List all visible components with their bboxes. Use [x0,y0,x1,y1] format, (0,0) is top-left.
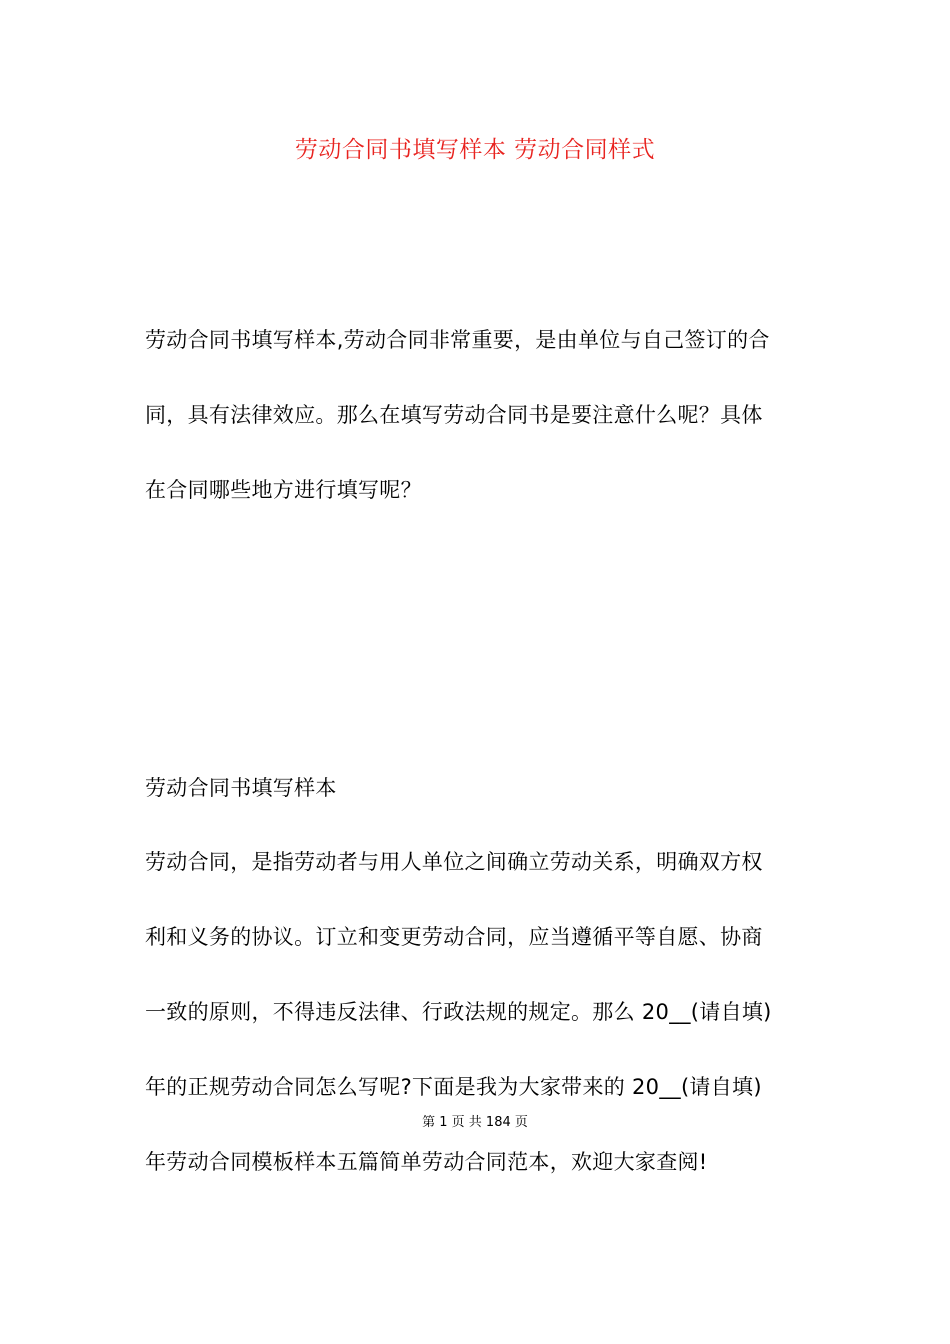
intro-line-2: 同，具有法律效应。那么在填写劳动合同书是要注意什么呢？具体 [145,403,763,427]
intro-line-1: 劳动合同书填写样本,劳动合同非常重要，是由单位与自己签订的合 [145,328,770,352]
document-title: 劳动合同书填写样本 劳动合同样式 [294,137,656,163]
page-footer: 第 1 页 共 184 页 [422,1115,528,1130]
body-line-1: 劳动合同，是指劳动者与用人单位之间确立劳动关系，明确双方权 [145,850,763,874]
intro-line-3: 在合同哪些地方进行填写呢？ [145,478,422,502]
body-line-3: 一致的原则，不得违反法律、行政法规的规定。那么 20__(请自填) [145,1000,772,1024]
body-line-5: 年劳动合同模板样本五篇简单劳动合同范本，欢迎大家查阅! [145,1150,708,1174]
section-heading: 劳动合同书填写样本 [145,776,337,800]
body-line-4: 年的正规劳动合同怎么写呢?下面是我为大家带来的 20__(请自填) [145,1075,762,1099]
body-line-2: 利和义务的协议。订立和变更劳动合同，应当遵循平等自愿、协商 [145,925,763,949]
